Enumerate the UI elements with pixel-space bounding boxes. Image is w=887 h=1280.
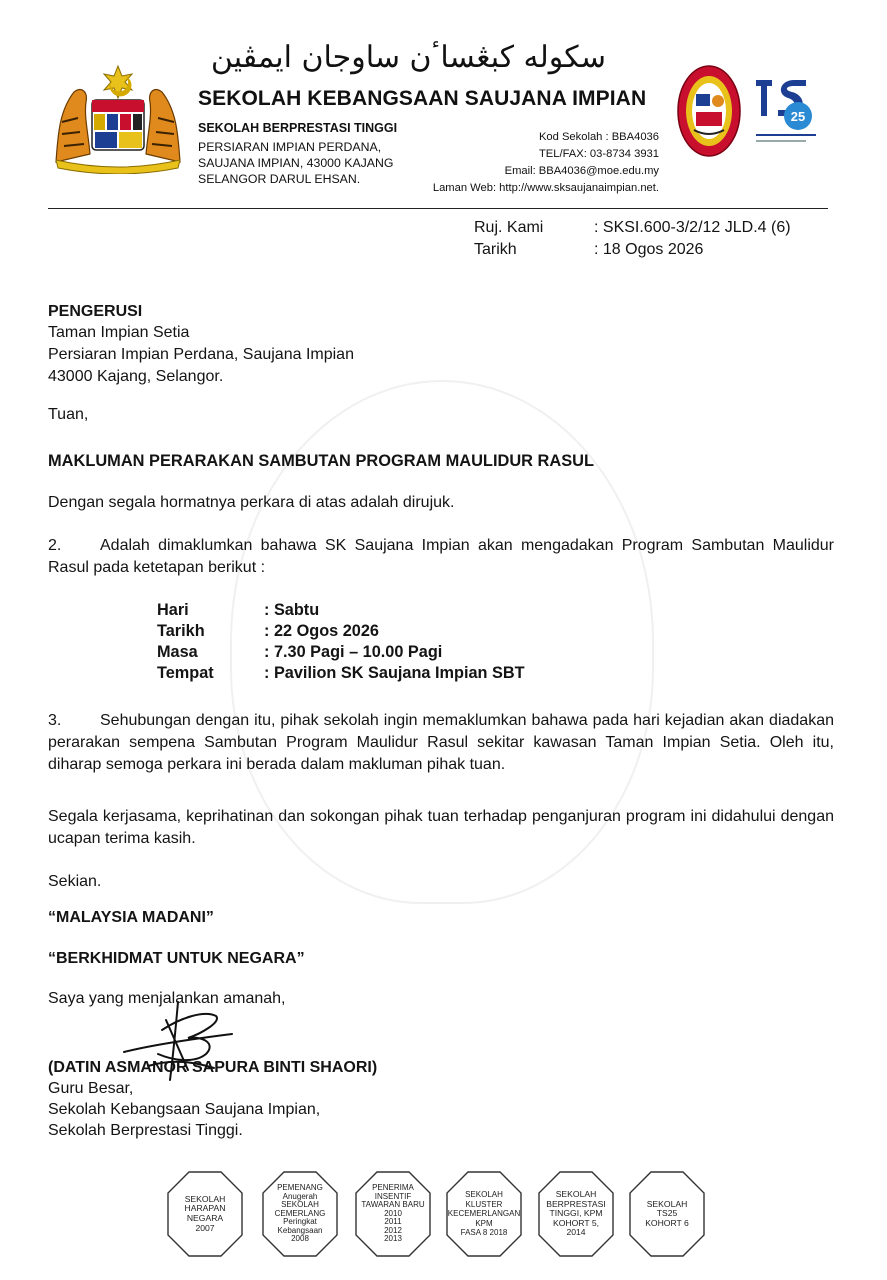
school-code: Kod Sekolah : BBA4036 bbox=[538, 131, 659, 143]
reference-value: : SKSI.600-3/2/12 JLD.4 (6) bbox=[594, 219, 791, 236]
address-line-2: SAUJANA IMPIAN, 43000 KAJANG bbox=[198, 156, 394, 170]
badge-line: PENERIMA bbox=[372, 1182, 414, 1192]
badge-line: PEMENANG bbox=[277, 1182, 323, 1192]
thanks-paragraph: Segala kerjasama, keprihatinan dan sokongan pihak tuan terhadap penganjuran program ini didahului dengan ucapan terima kasih. bbox=[48, 808, 834, 847]
badge-sekolah-harapan-negara bbox=[167, 1171, 243, 1257]
paragraph-2-number: 2. bbox=[48, 537, 62, 554]
header-divider bbox=[48, 208, 828, 209]
badge-line: TAWARAN BARU bbox=[361, 1200, 425, 1210]
badge-line: HARAPAN bbox=[184, 1203, 226, 1214]
ts25-logo-icon bbox=[750, 72, 822, 154]
recipient-line-1: Taman Impian Setia bbox=[48, 324, 190, 341]
badge-line: 2010 bbox=[384, 1208, 402, 1218]
recipient-line-3: 43000 Kajang, Selangor. bbox=[48, 368, 224, 385]
paragraph-3-number: 3. bbox=[48, 712, 62, 729]
detail-value-day: : Sabtu bbox=[264, 601, 320, 619]
badge-line: KLUSTER bbox=[465, 1199, 503, 1209]
badge-line: KOHORT 6 bbox=[645, 1217, 689, 1228]
detail-value-date: : 22 Ogos 2026 bbox=[264, 622, 379, 640]
closing: Sekian. bbox=[48, 873, 102, 890]
badge-line: FASA 8 2018 bbox=[460, 1228, 508, 1238]
school-name: SEKOLAH KEBANGSAAN SAUJANA IMPIAN bbox=[198, 87, 647, 110]
badge-line: BERPRESTASI bbox=[546, 1198, 606, 1209]
badge-line: INSENTIF bbox=[374, 1191, 412, 1201]
tel-fax: TEL/FAX: 03-8734 3931 bbox=[538, 148, 659, 160]
signatory-school-status: Sekolah Berprestasi Tinggi. bbox=[48, 1122, 243, 1139]
date-label: Tarikh bbox=[474, 241, 517, 258]
website: Laman Web: http://www.sksaujanaimpian.net. bbox=[432, 182, 659, 194]
paragraph-2 bbox=[48, 535, 834, 579]
badge-line: Peringkat bbox=[283, 1217, 317, 1227]
badge-line: TS25 bbox=[656, 1208, 678, 1219]
reference-label: Ruj. Kami bbox=[474, 219, 544, 236]
badge-line: 2013 bbox=[384, 1234, 402, 1244]
paragraph-2-text: Adalah dimaklumkan bahawa SK Saujana Impian akan mengadakan Program Sambutan Maulidur Rasul pada ketetapan berikut : bbox=[48, 537, 834, 576]
badge-line: NEGARA bbox=[186, 1213, 224, 1223]
badge-line: 2014 bbox=[566, 1227, 586, 1238]
badge-kluster-kecemerlangan bbox=[446, 1171, 522, 1257]
badge-line: Kebangsaan bbox=[277, 1225, 323, 1235]
signatory-school: Sekolah Kebangsaan Saujana Impian, bbox=[48, 1101, 321, 1118]
paragraph-3-text: Sehubungan dengan itu, pihak sekolah ingin memaklumkan bahawa pada hari kejadian akan diadakan perarakan sempena Sambutan Program Maulidur Rasul sekitar kawasan Taman Impian Setia. Oleh itu, diharap semoga perkara ini berada dalam makluman pihak tuan. bbox=[48, 712, 834, 773]
school-crest-icon bbox=[676, 64, 742, 158]
ts25-logo-number: 25 bbox=[790, 109, 806, 124]
address-line-1: PERSIARAN IMPIAN PERDANA, bbox=[198, 140, 382, 154]
detail-label-venue: Tempat bbox=[157, 664, 214, 682]
school-subtitle: SEKOLAH BERPRESTASI TINGGI bbox=[198, 121, 398, 135]
signatory-name: (DATIN ASMANOR SAPURA BINTI SHAORI) bbox=[48, 1059, 378, 1076]
badge-line: Anugerah bbox=[282, 1191, 318, 1201]
malaysia-coat-of-arms-icon bbox=[48, 62, 188, 174]
motto-malaysia-madani: “MALAYSIA MADANI” bbox=[48, 909, 214, 926]
badge-line: 2011 bbox=[384, 1217, 402, 1227]
badge-berprestasi-tinggi bbox=[538, 1171, 614, 1257]
amanah-line: Saya yang menjalankan amanah, bbox=[48, 990, 286, 1007]
letter-subject: MAKLUMAN PERARAKAN SAMBUTAN PROGRAM MAULIDUR RASUL bbox=[48, 452, 595, 470]
badge-line: KECEMERLANGAN bbox=[447, 1209, 521, 1219]
badge-line: SEKOLAH bbox=[281, 1200, 319, 1210]
badge-line: SEKOLAH bbox=[184, 1193, 226, 1204]
recipient-title: PENGERUSI bbox=[48, 303, 143, 320]
address-line-3: SELANGOR DARUL EHSAN. bbox=[198, 172, 361, 186]
badge-insentif-tawaran-baru bbox=[355, 1171, 431, 1257]
badge-line: KPM bbox=[475, 1218, 493, 1228]
school-name-jawi: سکوله کبڠسا‌ٴن ساوجان ايمڤين bbox=[210, 40, 606, 75]
signatory-position: Guru Besar, bbox=[48, 1080, 134, 1097]
badge-line: SEKOLAH bbox=[555, 1189, 597, 1200]
badge-line: KOHORT 5, bbox=[552, 1217, 599, 1228]
detail-label-date: Tarikh bbox=[157, 622, 205, 640]
date-value: : 18 Ogos 2026 bbox=[594, 241, 704, 258]
detail-label-time: Masa bbox=[157, 643, 198, 661]
badge-line: SEKOLAH bbox=[646, 1198, 688, 1209]
badge-line: 2008 bbox=[291, 1234, 309, 1244]
email: Email: BBA4036@moe.edu.my bbox=[504, 165, 659, 177]
recipient-line-2: Persiaran Impian Perdana, Saujana Impian bbox=[48, 346, 354, 363]
badge-line: 2012 bbox=[384, 1225, 402, 1235]
motto-berkhidmat: “BERKHIDMAT UNTUK NEGARA” bbox=[48, 950, 305, 967]
detail-label-day: Hari bbox=[157, 601, 189, 619]
badge-line: CEMERLANG bbox=[274, 1208, 326, 1218]
badge-line: SEKOLAH bbox=[465, 1190, 503, 1200]
intro-paragraph: Dengan segala hormatnya perkara di atas adalah dirujuk. bbox=[48, 494, 455, 511]
detail-value-time: : 7.30 Pagi – 10.00 Pagi bbox=[264, 643, 443, 661]
salutation: Tuan, bbox=[48, 406, 89, 423]
paragraph-3 bbox=[48, 710, 834, 776]
detail-value-venue: : Pavilion SK Saujana Impian SBT bbox=[264, 664, 525, 682]
badge-ts25-kohort bbox=[629, 1171, 705, 1257]
badge-line: 2007 bbox=[195, 1222, 215, 1233]
badge-sekolah-cemerlang bbox=[262, 1171, 338, 1257]
badge-line: TINGGI, KPM bbox=[549, 1208, 603, 1219]
